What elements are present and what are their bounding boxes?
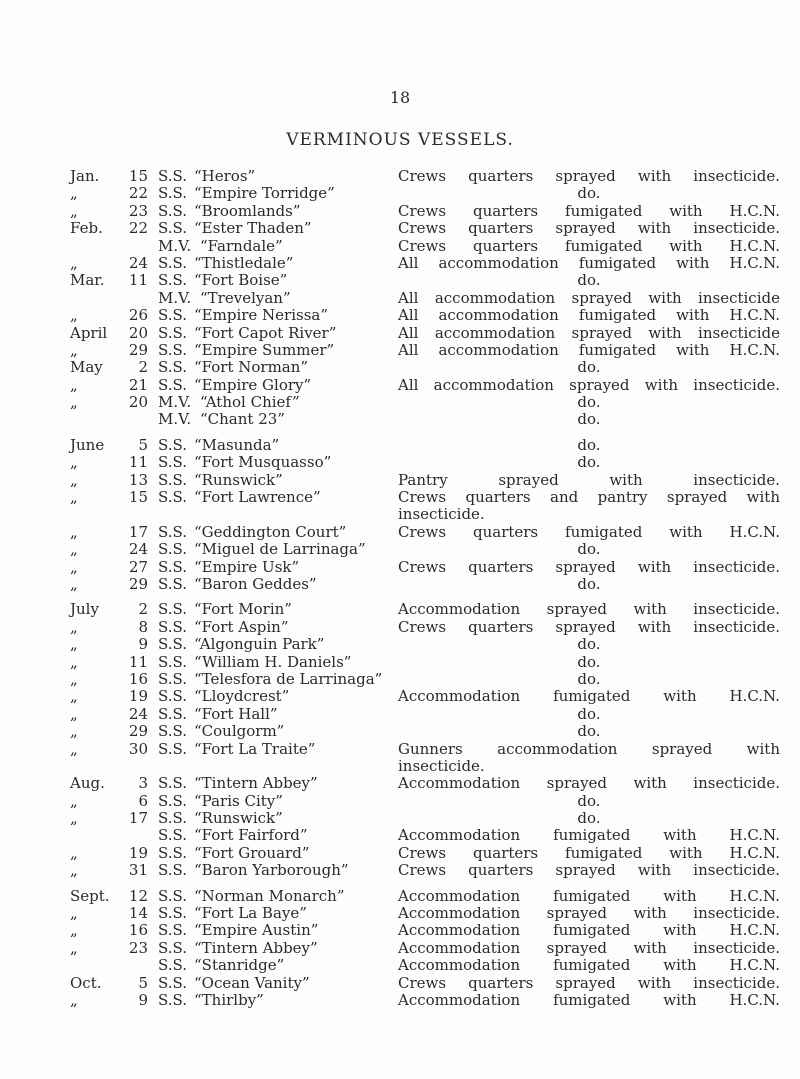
vessel-type-cell: S.S. — [158, 687, 188, 706]
day-cell: 11 — [128, 271, 148, 290]
vessel-name-cell: “Lloydcrest” — [194, 687, 290, 706]
table-row — [70, 775, 780, 792]
vessel-type-cell: S.S. — [158, 470, 188, 489]
table-row — [70, 559, 780, 576]
table-row — [70, 359, 780, 376]
vessel-name-cell: “Ocean Vanity” — [194, 973, 310, 992]
vessel-type-cell: M.V. — [158, 236, 192, 255]
month-cell: Oct. — [70, 973, 102, 992]
action-cell: insecticide. — [398, 505, 485, 524]
vessel-name-cell: “Fort Musquasso” — [194, 453, 332, 472]
action-cell: Pantry sprayed with insecticide. — [398, 470, 780, 489]
action-cell: Crews quarters sprayed with insecticide. — [398, 973, 780, 992]
table-row — [70, 220, 780, 237]
table-row — [70, 671, 780, 688]
vessel-name-cell: “Tintern Abbey” — [194, 774, 318, 793]
day-cell: 26 — [128, 306, 148, 325]
table-row — [70, 888, 780, 905]
table-row — [70, 862, 780, 879]
vessel-type-cell: S.S. — [158, 306, 188, 325]
day-cell: 16 — [128, 669, 148, 688]
vessel-name-cell: “Tintern Abbey” — [194, 938, 318, 957]
month-cell: „ — [70, 393, 78, 412]
month-cell: „ — [70, 722, 78, 741]
vessel-type-cell: S.S. — [158, 921, 188, 940]
table-row — [70, 758, 780, 775]
table-row — [70, 437, 780, 454]
month-cell: Aug. — [70, 774, 105, 793]
vessel-type-cell: S.S. — [158, 809, 188, 828]
vessel-name-cell: “Paris City” — [194, 791, 283, 810]
vessel-type-cell: S.S. — [158, 271, 188, 290]
table-row — [70, 472, 780, 489]
action-cell: do. — [577, 184, 601, 203]
vessel-name-cell: “Algonguin Park” — [194, 635, 325, 654]
day-cell: 9 — [138, 990, 148, 1009]
month-cell: „ — [70, 488, 78, 507]
vessel-name-cell: “Farndale” — [200, 236, 283, 255]
month-cell: Mar. — [70, 271, 105, 290]
vessel-name-cell: “Miguel de Larrinaga” — [194, 540, 366, 559]
action-cell: Crews quarters fumigated with H.C.N. — [398, 843, 780, 862]
month-cell: „ — [70, 687, 78, 706]
action-cell: Crews quarters sprayed with insecticide. — [398, 219, 780, 238]
day-cell: 27 — [128, 557, 148, 576]
vessel-type-cell: S.S. — [158, 704, 188, 723]
action-cell: Accommodation fumigated with H.C.N. — [398, 886, 780, 905]
table-row — [70, 168, 780, 185]
vessel-type-cell: S.S. — [158, 574, 188, 593]
month-cell: Jan. — [70, 167, 100, 185]
vessel-name-cell: “William H. Daniels” — [194, 652, 352, 671]
vessel-type-cell: M.V. — [158, 393, 192, 412]
vessel-name-cell: “Runswick” — [194, 809, 283, 828]
month-cell: „ — [70, 574, 78, 593]
month-cell: „ — [70, 340, 78, 359]
page-number: 18 — [389, 88, 411, 107]
vessel-type-cell: S.S. — [158, 990, 188, 1009]
table-row — [70, 940, 780, 957]
vessel-type-cell: S.S. — [158, 201, 188, 220]
vessel-type-cell: S.S. — [158, 323, 188, 342]
day-cell: 6 — [138, 791, 148, 810]
table-row — [70, 342, 780, 359]
vessel-name-cell: “Norman Monarch” — [194, 886, 345, 905]
action-cell: do. — [577, 809, 601, 828]
table-row — [70, 576, 780, 593]
table-row — [70, 377, 780, 394]
action-cell: All accommodation fumigated with H.C.N. — [398, 340, 780, 359]
vessel-name-cell: “Empire Nerissa” — [194, 306, 329, 325]
day-cell: 29 — [128, 722, 148, 741]
vessel-name-cell: “Baron Geddes” — [194, 574, 317, 593]
month-cell: „ — [70, 938, 78, 957]
vessel-type-cell: S.S. — [158, 557, 188, 576]
action-cell: do. — [577, 791, 601, 810]
table-row — [70, 723, 780, 740]
table-row — [70, 489, 780, 506]
action-cell: Crews quarters sprayed with insecticide. — [398, 557, 780, 576]
table-row — [70, 601, 780, 618]
action-cell: Crews quarters sprayed with insecticide. — [398, 617, 780, 636]
day-cell: 16 — [128, 921, 148, 940]
day-cell: 14 — [128, 904, 148, 923]
day-cell: 23 — [128, 201, 148, 220]
action-cell: Accommodation fumigated with H.C.N. — [398, 687, 780, 706]
table-row — [70, 203, 780, 220]
vessel-name-cell: “Athol Chief” — [200, 393, 300, 412]
month-cell: „ — [70, 617, 78, 636]
vessel-type-cell: S.S. — [158, 617, 188, 636]
table-row — [70, 810, 780, 827]
vessel-type-cell: S.S. — [158, 453, 188, 472]
action-cell: do. — [577, 453, 601, 472]
vessel-type-cell: S.S. — [158, 938, 188, 957]
vessel-type-cell: S.S. — [158, 435, 188, 454]
vessel-type-cell: S.S. — [158, 722, 188, 741]
vessel-type-cell: S.S. — [158, 522, 188, 541]
action-cell: do. — [577, 635, 601, 654]
vessel-type-cell: S.S. — [158, 358, 188, 377]
vessel-name-cell: “Stanridge” — [194, 956, 285, 975]
day-cell: 20 — [128, 393, 148, 412]
table-row — [70, 325, 780, 342]
day-cell: 17 — [128, 809, 148, 828]
day-cell: 5 — [138, 435, 148, 454]
vessel-name-cell: “Heros” — [194, 167, 256, 185]
day-cell: 29 — [128, 340, 148, 359]
vessel-name-cell: “Fort Aspin” — [194, 617, 289, 636]
vessel-type-cell: S.S. — [158, 843, 188, 862]
vessel-type-cell: S.S. — [158, 184, 188, 203]
action-cell: Crews quarters sprayed with insecticide. — [398, 167, 780, 185]
action-cell: do. — [577, 540, 601, 559]
month-cell: „ — [70, 921, 78, 940]
vessel-type-cell: S.S. — [158, 540, 188, 559]
table-row — [70, 975, 780, 992]
month-cell: June — [70, 435, 105, 454]
table-row — [70, 793, 780, 810]
vessel-type-cell: M.V. — [158, 288, 192, 307]
vessel-name-cell: “Fort Lawrence” — [194, 488, 321, 507]
day-cell: 11 — [128, 652, 148, 671]
month-cell: May — [70, 358, 103, 377]
table-row — [70, 706, 780, 723]
vessel-name-cell: “Fort Norman” — [194, 358, 309, 377]
table-row — [70, 185, 780, 202]
table-row — [70, 992, 780, 1009]
vessel-name-cell: “Ester Thaden” — [194, 219, 312, 238]
vessel-name-cell: “Empire Glory” — [194, 375, 312, 394]
vessel-type-cell: S.S. — [158, 886, 188, 905]
day-cell: 12 — [128, 886, 148, 905]
vessel-name-cell: “Thirlby” — [194, 990, 264, 1009]
action-cell: Accommodation fumigated with H.C.N. — [398, 956, 780, 975]
action-cell: do. — [577, 435, 601, 454]
day-cell: 22 — [128, 219, 148, 238]
vessel-type-cell: S.S. — [158, 774, 188, 793]
day-cell: 24 — [128, 704, 148, 723]
action-cell: Crews quarters and pantry sprayed with — [398, 488, 780, 507]
action-cell: insecticide. — [398, 756, 485, 775]
day-cell: 2 — [138, 600, 148, 619]
vessel-name-cell: “Thistledale” — [194, 253, 294, 272]
action-cell: All accommodation sprayed with insecticide — [398, 323, 780, 342]
action-cell: Accommodation sprayed with insecticide. — [398, 938, 780, 957]
vessel-name-cell: “Empire Torridge” — [194, 184, 335, 203]
month-cell: „ — [70, 652, 78, 671]
vessel-type-cell: S.S. — [158, 826, 188, 845]
month-cell: „ — [70, 990, 78, 1009]
day-cell: 24 — [128, 540, 148, 559]
vessel-name-cell: “Coulgorm” — [194, 722, 285, 741]
action-cell: do. — [577, 410, 601, 429]
month-cell: „ — [70, 540, 78, 559]
day-cell: 15 — [128, 167, 148, 185]
vessel-name-cell: “Empire Austin” — [194, 921, 319, 940]
vessel-type-cell: S.S. — [158, 635, 188, 654]
table-row — [70, 394, 780, 411]
month-cell: „ — [70, 184, 78, 203]
vessel-type-cell: S.S. — [158, 739, 188, 758]
day-cell: 2 — [138, 358, 148, 377]
table-row — [70, 827, 780, 844]
day-cell: 15 — [128, 488, 148, 507]
month-cell: „ — [70, 704, 78, 723]
action-cell: Accommodation sprayed with insecticide. — [398, 904, 780, 923]
day-cell: 13 — [128, 470, 148, 489]
day-cell: 5 — [138, 973, 148, 992]
table-row — [70, 272, 780, 289]
table-row — [70, 654, 780, 671]
table-row — [70, 905, 780, 922]
action-cell: Accommodation fumigated with H.C.N. — [398, 921, 780, 940]
vessel-type-cell: S.S. — [158, 904, 188, 923]
month-cell: „ — [70, 635, 78, 654]
vessel-type-cell: S.S. — [158, 973, 188, 992]
action-cell: All accommodation fumigated with H.C.N. — [398, 253, 780, 272]
vessel-type-cell: S.S. — [158, 791, 188, 810]
day-cell: 8 — [138, 617, 148, 636]
vessel-type-cell: S.S. — [158, 219, 188, 238]
table-row — [70, 524, 780, 541]
vessel-type-cell: S.S. — [158, 669, 188, 688]
vessel-type-cell: S.S. — [158, 600, 188, 619]
day-cell: 29 — [128, 574, 148, 593]
table-row — [70, 255, 780, 272]
vessel-type-cell: S.S. — [158, 253, 188, 272]
action-cell: do. — [577, 358, 601, 377]
month-cell: „ — [70, 791, 78, 810]
vessel-type-cell: S.S. — [158, 167, 188, 185]
month-cell: Sept. — [70, 886, 110, 905]
vessel-name-cell: “Fort Hall” — [194, 704, 278, 723]
vessel-type-cell: M.V. — [158, 410, 192, 429]
table-row — [70, 307, 780, 324]
action-cell: All accommodation fumigated with H.C.N. — [398, 306, 780, 325]
vessel-name-cell: “Fort Boise” — [194, 271, 288, 290]
table-row — [70, 922, 780, 939]
action-cell: do. — [577, 271, 601, 290]
day-cell: 17 — [128, 522, 148, 541]
month-cell: „ — [70, 904, 78, 923]
vessel-name-cell: “Fort La Traite” — [194, 739, 316, 758]
day-cell: 19 — [128, 687, 148, 706]
month-cell: „ — [70, 201, 78, 220]
action-cell: Crews quarters fumigated with H.C.N. — [398, 201, 780, 220]
action-cell: Accommodation sprayed with insecticide. — [398, 774, 780, 793]
vessel-type-cell: S.S. — [158, 652, 188, 671]
action-cell: do. — [577, 574, 601, 593]
vessel-name-cell: “Fort Fairford” — [194, 826, 308, 845]
day-cell: 19 — [128, 843, 148, 862]
day-cell: 3 — [138, 774, 148, 793]
vessel-table — [70, 168, 780, 1009]
month-cell: „ — [70, 470, 78, 489]
action-cell: Accommodation fumigated with H.C.N. — [398, 990, 780, 1009]
table-row — [70, 290, 780, 307]
vessel-name-cell: “Fort Grouard” — [194, 843, 310, 862]
vessel-type-cell: S.S. — [158, 375, 188, 394]
action-cell: Gunners accommodation sprayed with — [398, 739, 780, 758]
action-cell: All accommodation sprayed with insecticide — [398, 288, 780, 307]
table-row — [70, 238, 780, 255]
month-cell: „ — [70, 453, 78, 472]
vessel-name-cell: “Fort Capot River” — [194, 323, 337, 342]
vessel-name-cell: “Fort La Baye” — [194, 904, 307, 923]
table-row — [70, 741, 780, 758]
action-cell: All accommodation sprayed with insecticide. — [398, 375, 780, 394]
month-cell: „ — [70, 375, 78, 394]
vessel-name-cell: “Runswick” — [194, 470, 283, 489]
table-row — [70, 411, 780, 428]
table-row — [70, 636, 780, 653]
day-cell: 9 — [138, 635, 148, 654]
vessel-name-cell: “Telesfora de Larrinaga” — [194, 669, 383, 688]
vessel-type-cell: S.S. — [158, 956, 188, 975]
vessel-name-cell: “Empire Summer” — [194, 340, 335, 359]
month-cell: „ — [70, 557, 78, 576]
table-row — [70, 454, 780, 471]
action-cell: Crews quarters fumigated with H.C.N. — [398, 236, 780, 255]
month-cell: „ — [70, 253, 78, 272]
month-cell: „ — [70, 522, 78, 541]
day-cell: 21 — [128, 375, 148, 394]
month-cell: „ — [70, 739, 78, 758]
table-row — [70, 845, 780, 862]
month-cell: April — [70, 323, 108, 342]
month-cell: „ — [70, 669, 78, 688]
vessel-name-cell: “Masunda” — [194, 435, 280, 454]
action-cell: Crews quarters fumigated with H.C.N. — [398, 522, 780, 541]
month-cell: „ — [70, 809, 78, 828]
table-row — [70, 957, 780, 974]
day-cell: 20 — [128, 323, 148, 342]
action-cell: Accommodation fumigated with H.C.N. — [398, 826, 780, 845]
vessel-name-cell: “Trevelyan” — [200, 288, 291, 307]
vessel-name-cell: “Fort Morin” — [194, 600, 292, 619]
action-cell: do. — [577, 652, 601, 671]
day-cell: 31 — [128, 861, 148, 880]
month-cell: July — [70, 600, 99, 619]
month-cell: Feb. — [70, 219, 103, 238]
month-cell: „ — [70, 306, 78, 325]
month-cell: „ — [70, 843, 78, 862]
vessel-name-cell: “Chant 23” — [200, 410, 285, 429]
action-cell: do. — [577, 393, 601, 412]
vessel-name-cell: “Empire Usk” — [194, 557, 300, 576]
day-cell: 11 — [128, 453, 148, 472]
action-cell: do. — [577, 722, 601, 741]
day-cell: 23 — [128, 938, 148, 957]
page-title: VERMINOUS VESSELS. — [286, 130, 514, 150]
vessel-name-cell: “Broomlands” — [194, 201, 301, 220]
action-cell: do. — [577, 669, 601, 688]
vessel-name-cell: “Baron Yarborough” — [194, 861, 349, 880]
vessel-name-cell: “Geddington Court” — [194, 522, 347, 541]
table-row — [70, 541, 780, 558]
day-cell: 30 — [128, 739, 148, 758]
day-cell: 24 — [128, 253, 148, 272]
month-cell: „ — [70, 861, 78, 880]
day-cell: 22 — [128, 184, 148, 203]
action-cell: Accommodation sprayed with insecticide. — [398, 600, 780, 619]
action-cell: Crews quarters sprayed with insecticide. — [398, 861, 780, 880]
vessel-type-cell: S.S. — [158, 861, 188, 880]
table-row — [70, 506, 780, 523]
table-row — [70, 688, 780, 705]
vessel-type-cell: S.S. — [158, 488, 188, 507]
action-cell: do. — [577, 704, 601, 723]
table-row — [70, 619, 780, 636]
vessel-type-cell: S.S. — [158, 340, 188, 359]
